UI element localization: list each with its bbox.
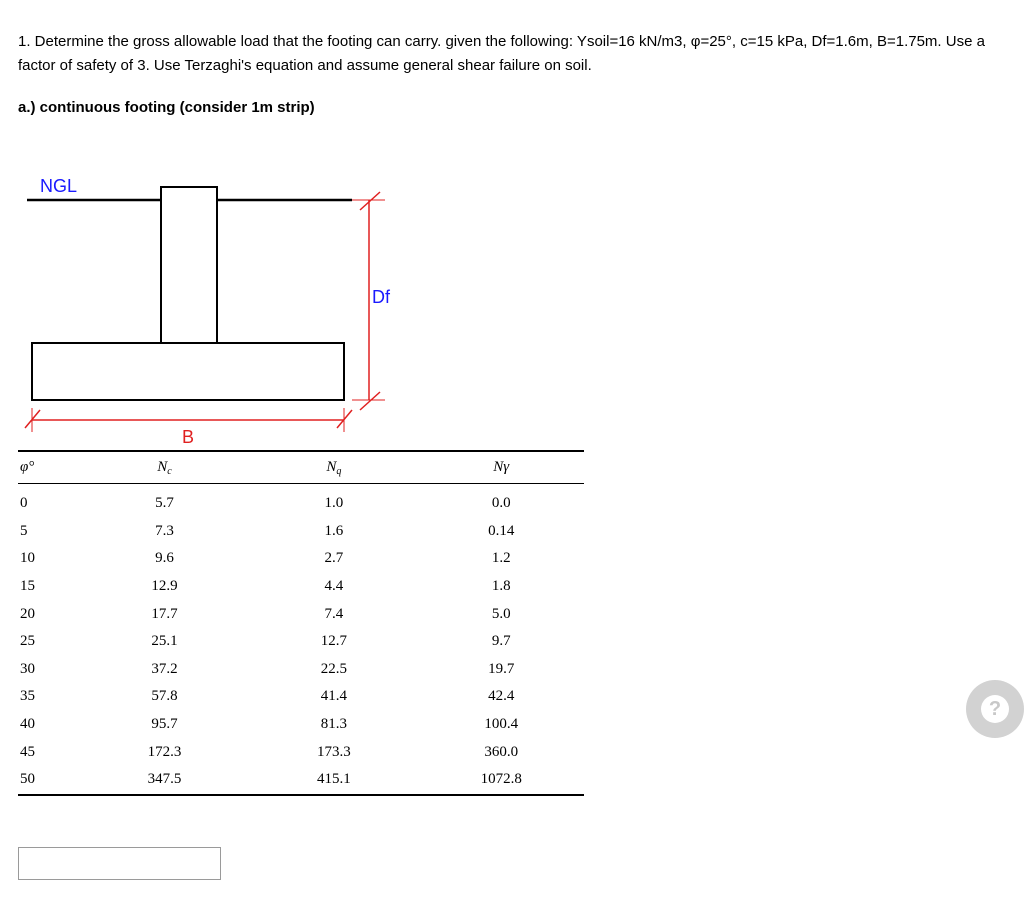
df-label: Df [372, 287, 390, 307]
table-row: 45 172.3 173.3 360.0 [20, 743, 519, 760]
table-row: 50 347.5 415.1 1072.8 [18, 766, 584, 795]
df-tick-top [360, 192, 380, 210]
table-row: 15 12.9 4.4 1.8 [20, 578, 511, 595]
table-header-row [18, 451, 584, 484]
ngl-label: NGL [40, 176, 78, 196]
help-button[interactable] [966, 680, 1024, 738]
bearing-capacity-table [18, 450, 584, 796]
table-row: 30 37.2 22.5 19.7 [20, 660, 515, 677]
table-row: 5 7.3 1.6 0.14 [20, 522, 515, 539]
table-row: 10 9.6 2.7 1.2 [20, 550, 511, 567]
table-row: 25 25.1 12.7 9.7 [20, 633, 511, 650]
question-text: 1. Determine the gross allowable load that the footing can carry. given the following: Ysoil=16 kN/m3, φ=25°, c=15 kPa, Df=1.6m, B=1.75m. Use a factor of safety of 3. Use Terzaghi's equation and assume general shear failure on soil. [18, 33, 985, 74]
bearing-capacity-table-wrap [18, 450, 584, 796]
table-row: 35 57.8 41.4 42.4 [20, 688, 515, 705]
table-row: 0 5.7 1.0 0.0 [20, 495, 511, 512]
header-nq: $N_q$ [326, 458, 342, 477]
footing-base [32, 343, 344, 400]
header-nc: $N_c$ [157, 458, 172, 477]
header-phi: φ° [20, 459, 35, 475]
footing-diagram [0, 160, 600, 455]
answer-input[interactable] [18, 847, 221, 880]
df-tick-bottom [360, 392, 380, 410]
subpart-label: a.) continuous footing (consider 1m strip) [18, 99, 315, 116]
b-label: B [182, 427, 195, 447]
question-mark-icon: ? [981, 695, 1009, 723]
table-row: 40 95.7 81.3 100.4 [20, 716, 519, 733]
footing-column [161, 187, 217, 343]
table-row: 20 17.7 7.4 5.0 [20, 605, 511, 622]
header-ngamma: Nγ [493, 459, 510, 475]
